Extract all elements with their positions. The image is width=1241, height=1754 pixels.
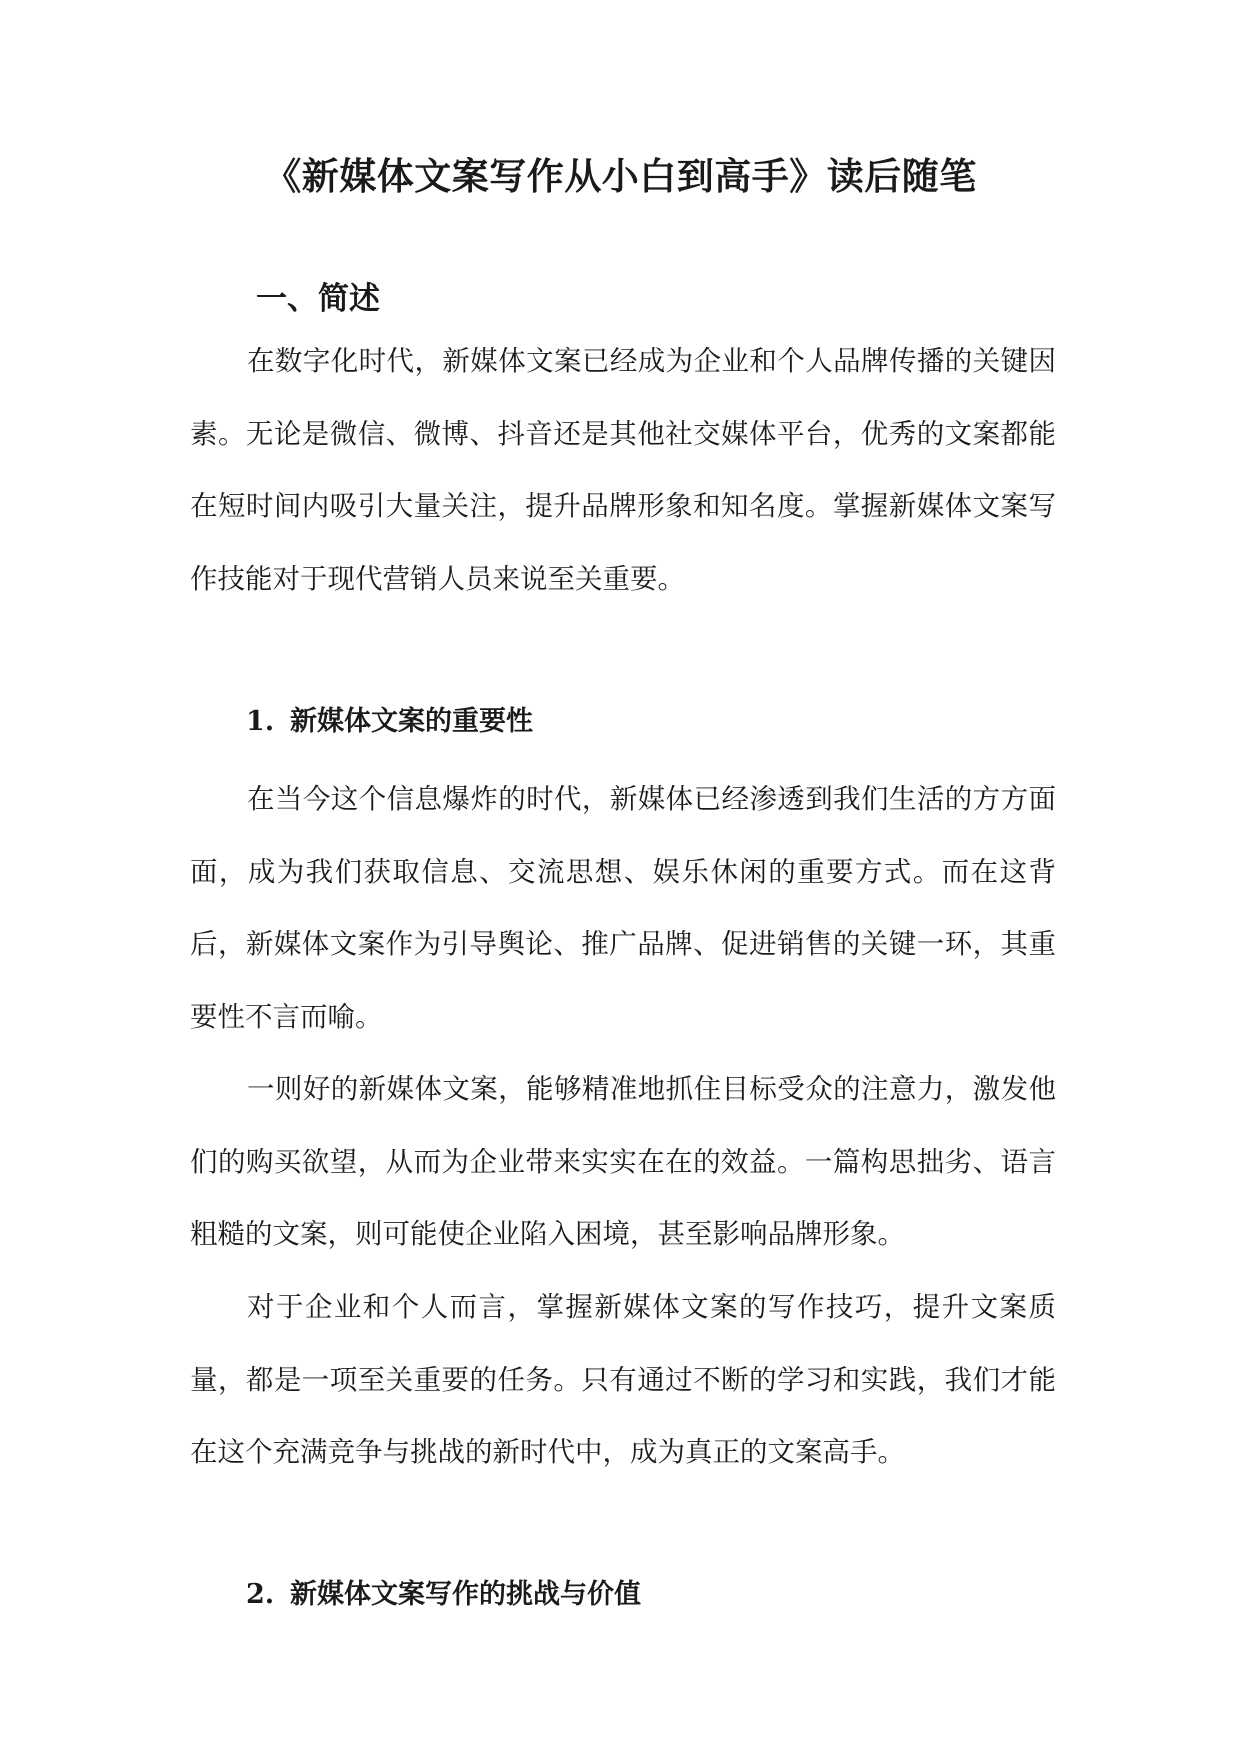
importance-paragraph-3: 对于企业和个人而言，掌握新媒体文案的写作技巧，提升文案质量，都是一项至关重要的任务。只有通过不断的学习和实践，我们才能在这个充满竞争与挑战的新时代中，成为真正的文案高手。 — [190, 1291, 1056, 1468]
importance-paragraph-2: 一则好的新媒体文案，能够精准地抓住目标受众的注意力，激发他们的购买欲望，从而为企业带来实实在在的效益。一篇构思拙劣、语言粗糙的文案，则可能使企业陷入困境，甚至影响品牌形象。 — [190, 1073, 1056, 1250]
subsection-heading-challenges — [246, 1575, 641, 1615]
subsection-number: 2. — [246, 1579, 275, 1610]
section-heading-overview: 一、简述 — [256, 281, 380, 317]
document-title: 《新媒体文案写作从小白到高手》读后随笔 — [264, 154, 977, 198]
subsection-heading-importance — [246, 702, 533, 742]
subsection-number: 1. — [246, 706, 275, 737]
subsection-title: 新媒体文案写作的挑战与价值 — [290, 1579, 641, 1610]
overview-paragraph: 在数字化时代，新媒体文案已经成为企业和个人品牌传播的关键因素。无论是微信、微博、抖音还是其他社交媒体平台，优秀的文案都能在短时间内吸引大量关注，提升品牌形象和知名度。掌握新媒体文案写作技能对于现代营销人员来说至关重要。 — [190, 345, 1056, 595]
importance-paragraph-1: 在当今这个信息爆炸的时代，新媒体已经渗透到我们生活的方方面面，成为我们获取信息、交流思想、娱乐休闲的重要方式。而在这背后，新媒体文案作为引导舆论、推广品牌、促进销售的关键一环，其重要性不言而喻。 — [190, 783, 1056, 1033]
subsection-title: 新媒体文案的重要性 — [290, 706, 533, 737]
